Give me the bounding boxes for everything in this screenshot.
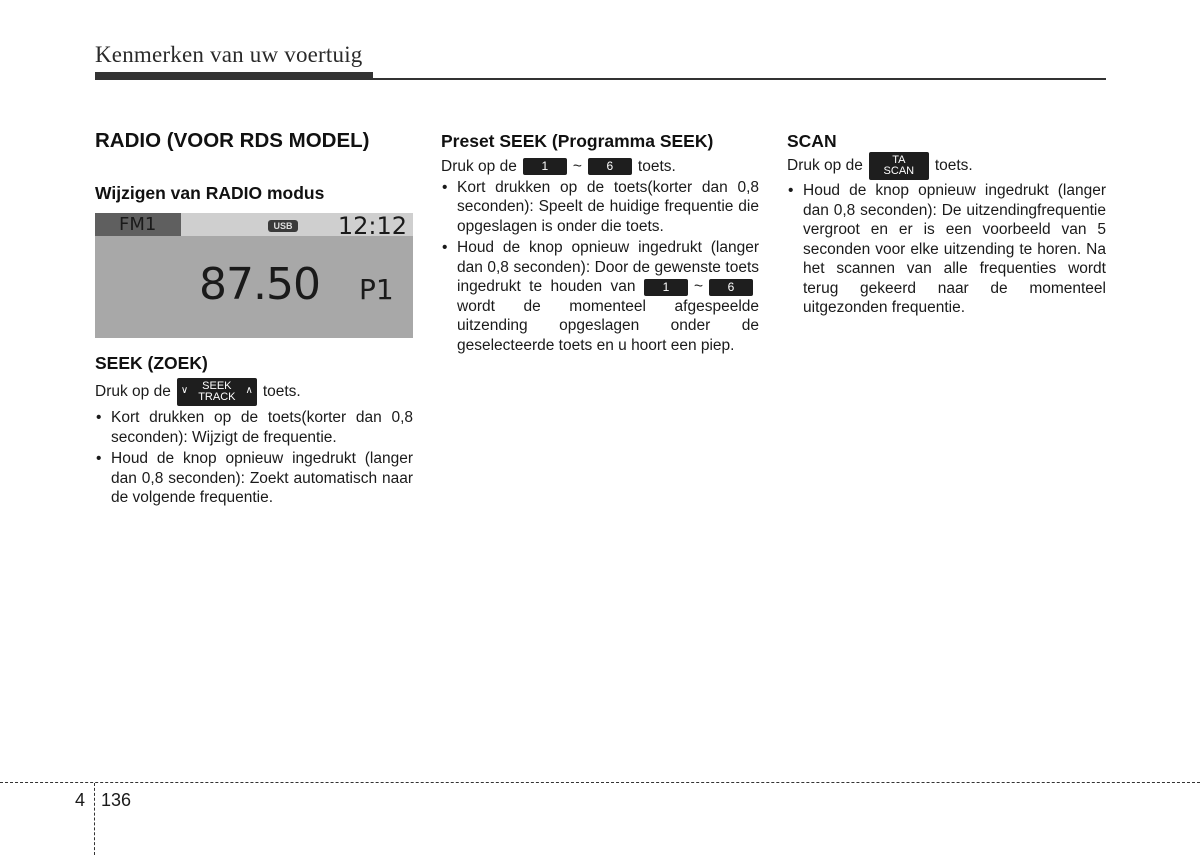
preset-key-1: 1 xyxy=(523,158,567,175)
seek-bullet-list xyxy=(95,408,413,508)
usb-icon: USB xyxy=(268,220,298,232)
section-title-scan: SCAN xyxy=(787,131,837,151)
seek-track-key xyxy=(177,378,257,406)
column-radio xyxy=(95,128,413,510)
preset-intro-before: Druk op de xyxy=(441,158,517,175)
preset-key-6: 6 xyxy=(709,279,753,296)
scan-bullet-list xyxy=(787,181,1106,318)
list-item: • Houd de knop opnieuw ingedrukt (langer dan 0,8 seconden): De uitzendingfrequentie vergroot en er is een voorbeeld van 5 seconden voor elke uitzending te horen. Na het scannen van alle frequenties wordt terug gekeerd naar de momenteel uitgezonden frequentie. xyxy=(787,181,1106,318)
footer-vertical-rule xyxy=(94,783,95,855)
seek-key-top-label: SEEK xyxy=(202,380,232,392)
section-title-preset-seek: Preset SEEK (Programma SEEK) xyxy=(441,131,714,151)
seek-instruction xyxy=(95,378,413,406)
scan-key-top-label: TA xyxy=(892,154,906,166)
radio-band-label: FM1 xyxy=(95,213,181,236)
preset-bullet-list xyxy=(441,178,759,356)
bullet-text-part1: Houd de knop opnieuw ingedrukt (langer dan 0,8 seconden): Door de gewenste toets ingedrukt te houden van xyxy=(457,239,759,295)
column-preset-seek xyxy=(441,128,759,357)
scan-intro-before: Druk op de xyxy=(787,157,863,175)
radio-clock: 12:12 xyxy=(337,212,407,240)
preset-instruction xyxy=(441,157,759,177)
subsection-title-seek: SEEK (ZOEK) xyxy=(95,353,208,373)
running-header: Kenmerken van uw voertuig xyxy=(95,42,363,67)
list-item: • Kort drukken op de toets(korter dan 0,8 seconden): Speelt de huidige frequentie die opgeslagen is onder die toets. xyxy=(441,178,759,237)
ta-scan-key xyxy=(869,152,929,180)
column-scan xyxy=(787,128,1106,320)
radio-frequency: 87.50 xyxy=(199,259,320,310)
list-item: • Houd de knop opnieuw ingedrukt (langer dan 0,8 seconden): Zoekt automatisch naar de volgende frequentie. xyxy=(95,449,413,508)
chevron-down-icon: ∨ xyxy=(180,385,189,396)
subsection-title-radio-mode: Wijzigen van RADIO modus xyxy=(95,183,325,203)
radio-preset: P1 xyxy=(359,273,394,306)
preset-key-6: 6 xyxy=(588,158,632,175)
preset-intro-after: toets. xyxy=(637,158,676,175)
scan-key-bottom-label: SCAN xyxy=(883,165,915,177)
list-item xyxy=(441,238,759,355)
scan-intro-after: toets. xyxy=(934,157,973,175)
section-title-radio: RADIO (VOOR RDS MODEL) xyxy=(95,129,370,152)
scan-instruction xyxy=(787,152,1106,180)
list-item: • Kort drukken op de toets(korter dan 0,8 seconden): Wijzigt de frequentie. xyxy=(95,408,413,447)
seek-intro-after: toets. xyxy=(262,383,301,401)
preset-key-1: 1 xyxy=(644,279,688,296)
chevron-up-icon: ∧ xyxy=(245,385,253,396)
radio-display-image xyxy=(95,213,413,338)
tilde: ~ xyxy=(572,158,582,175)
bullet-text-part2: wordt de momenteel afgespeelde uitzending opgeslagen onder de geselecteerde toets en u hoort een piep. xyxy=(457,297,759,354)
chapter-number: 4 xyxy=(75,790,86,810)
seek-key-bottom-label: TRACK xyxy=(198,391,236,403)
tilde: ~ xyxy=(693,278,703,295)
seek-intro-before: Druk op de xyxy=(95,383,171,401)
footer-rule xyxy=(0,782,1200,783)
header-rule-thin xyxy=(95,78,1106,80)
page-number: 136 xyxy=(101,790,132,810)
